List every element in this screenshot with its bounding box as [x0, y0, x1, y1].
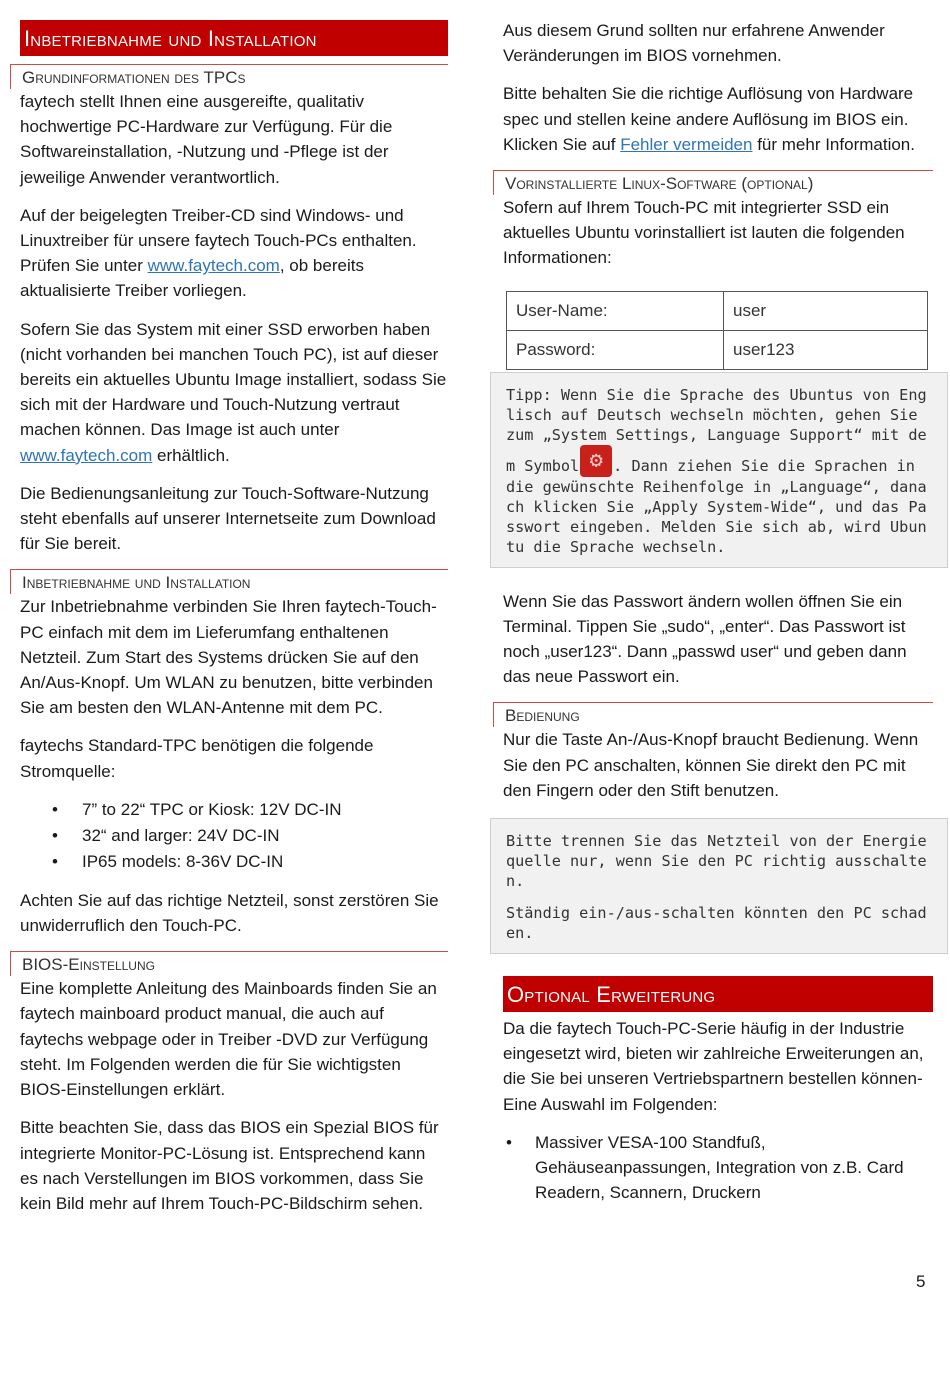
text: erhältlich. — [152, 445, 230, 465]
paragraph: Die Bedienungsanleitung zur Touch-Software-Nutzung steht ebenfalls auf unserer Internetseite zum Download für Sie bereit. — [20, 483, 436, 554]
paragraph: Achten Sie auf das richtige Netzteil, sonst zerstören Sie unwiderruflich den Touch-PC. — [20, 890, 439, 936]
bullet-icon: • — [52, 799, 58, 819]
table-row — [507, 330, 928, 369]
fehler-vermeiden-link[interactable]: Fehler vermeiden — [620, 134, 753, 154]
paragraph: faytech stellt Ihnen eine ausgereifte, qualitativ hochwertige PC-Hardware zur Verfügung. Für die Softwareinstallation, -Nutzung und -Pflege ist der jeweilige Anwender verantwortlich. — [20, 92, 393, 187]
paragraph: Da die faytech Touch-PC-Serie häufig in der Industrie eingesetzt wird, bieten wir zahlreiche Erweiterungen an, die Sie bei unseren Vertriebspartnern bestellen können- Eine Auswahl im Folgenden: — [503, 1019, 924, 1114]
faytech-link[interactable]: www.faytech.com — [147, 256, 280, 276]
faytech-link[interactable]: www.faytech.com — [20, 445, 153, 465]
list-item — [20, 849, 448, 875]
list-item-text: IP65 models: 8-36V DC-IN — [82, 851, 284, 871]
section-heading-grundinformationen: Grundinformationen des TPCs — [10, 64, 448, 89]
table-row — [507, 291, 928, 330]
list-item — [20, 823, 448, 849]
section-heading-bios: BIOS-Einstellung — [10, 951, 448, 976]
section-heading-linux: Vorinstallierte Linux-Software (optional) — [493, 170, 933, 195]
list-item-text: 7” to 22“ TPC or Kiosk: 12V DC-IN — [82, 799, 342, 819]
page-number: 5 — [916, 1272, 926, 1291]
paragraph: faytechs Standard-TPC benötigen die folgende Stromquelle: — [20, 736, 374, 781]
text: Bitte behalten Sie die richtige Auflösung von Hardware spec und stellen keine andere Auflösung im BIOS ein. Klicken Sie auf — [503, 84, 914, 154]
text: für mehr Information. — [752, 134, 915, 154]
text: Auf der beigelegten Treiber-CD sind Windows- und Linuxtreiber für unsere faytech Touch-PCs enthalten. Prüfen Sie unter — [20, 205, 417, 276]
password-label: Password: — [507, 330, 724, 369]
bullet-icon: • — [52, 825, 58, 845]
bullet-icon: • — [52, 851, 58, 871]
text: , ob bereits aktualisierte Treiber vorliegen. — [20, 256, 364, 301]
text: Tipp: Wenn Sie die Sprache des Ubuntus von Englisch auf Deutsch wechseln möchten, gehen Sie zum „System Settings, Language Support“ mit dem Symbol — [506, 385, 927, 475]
warning-text: Bitte trennen Sie das Netzteil von der Energiequelle nur, wenn Sie den PC richtig ausschalten. — [506, 832, 927, 891]
warning-box — [490, 818, 948, 954]
tip-text — [506, 385, 932, 557]
password-value: user123 — [724, 330, 928, 369]
left-column — [20, 20, 448, 1229]
section-heading-bedienung: Bedienung — [493, 702, 933, 727]
paragraph: Nur die Taste An-/Aus-Knopf braucht Bedienung. Wenn Sie den PC anschalten, können Sie direkt den PC mit den Fingern oder den Stift benutzen. — [503, 730, 919, 800]
username-value: user — [724, 291, 928, 330]
text: Sofern Sie das System mit einer SSD erworben haben (nicht vorhanden bei manchen Touch PC), ist auf dieser bereits ein aktuelles Ubuntu Image installiert, sodass Sie sich mit der Hardware und Touch-Nutzung vertraut machen können. Das Image ist auch unter — [20, 319, 447, 440]
list-item — [503, 1130, 933, 1206]
power-supply-list — [20, 797, 448, 875]
list-item-text: Massiver VESA-100 Standfuß, Gehäuseanpassungen, Integration von z.B. Card Readern, Scannern, Druckern — [535, 1132, 904, 1203]
paragraph: Eine komplette Anleitung des Mainboards finden Sie an faytech mainboard product manual, die auch auf faytechs webpage oder in Treiber -DVD zur Verfügung steht. Im Folgenden werden die für Sie wichtigsten BIOS-Einstellungen erklärt. — [20, 979, 437, 1100]
text: . Dann ziehen Sie die Sprachen in die gewünschte Reihenfolge in „Language“, danach klicken Sie „Apply System-Wide“, und das Passwort eingeben. Melden Sie sich ab, wird Ubuntu die Sprache wechseln. — [506, 456, 927, 556]
list-item-text: 32“ and larger: 24V DC-IN — [82, 825, 280, 845]
extension-list — [503, 1130, 933, 1206]
username-label: User-Name: — [507, 291, 724, 330]
chapter-heading: Inbetriebnahme und Installation — [20, 20, 448, 56]
right-column — [503, 18, 933, 1205]
section-heading-inbetriebnahme: Inbetriebnahme und Installation — [10, 569, 448, 594]
paragraph-drivers — [20, 203, 448, 304]
paragraph: Sofern auf Ihrem Touch-PC mit integrierter SSD ein aktuelles Ubuntu vorinstalliert ist lauten die folgenden Informationen: — [503, 198, 905, 268]
list-item — [20, 797, 448, 823]
settings-gear-icon: ⚙ — [580, 445, 612, 477]
paragraph: Bitte beachten Sie, dass das BIOS ein Spezial BIOS für integrierte Monitor-PC-Lösung ist. Entsprechend kann es nach Verstellungen im BIOS vorkommen, dass Sie kein Bild mehr auf Ihrem Touch-PC-Bildschirm sehen. — [20, 1118, 439, 1213]
credentials-table — [506, 291, 928, 370]
paragraph: Aus diesem Grund sollten nur erfahrene Anwender Veränderungen im BIOS vornehmen. — [503, 21, 885, 66]
tip-box — [490, 372, 948, 568]
paragraph: Wenn Sie das Passwort ändern wollen öffnen Sie ein Terminal. Tippen Sie „sudo“, „enter“. Das Passwort ist noch „user123“. Dann „passwd user“ und geben dann das neue Passwort ein. — [503, 591, 907, 687]
chapter-heading-erweiterung: Optional Erweiterung — [503, 976, 933, 1012]
paragraph: Zur Inbetriebnahme verbinden Sie Ihren faytech-Touch-PC einfach mit dem im Lieferumfang enthaltenen Netzteil. Zum Start des Systems drücken Sie auf den An/Aus-Knopf. Um WLAN zu benutzen, bitte verbinden Sie am besten den WLAN-Antenne mit dem PC. — [20, 597, 437, 718]
paragraph-resolution — [503, 81, 933, 157]
warning-text: Ständig ein-/aus-schalten könnten den PC schaden. — [506, 904, 927, 943]
paragraph-ssd — [20, 317, 448, 468]
bullet-icon: • — [506, 1132, 512, 1152]
